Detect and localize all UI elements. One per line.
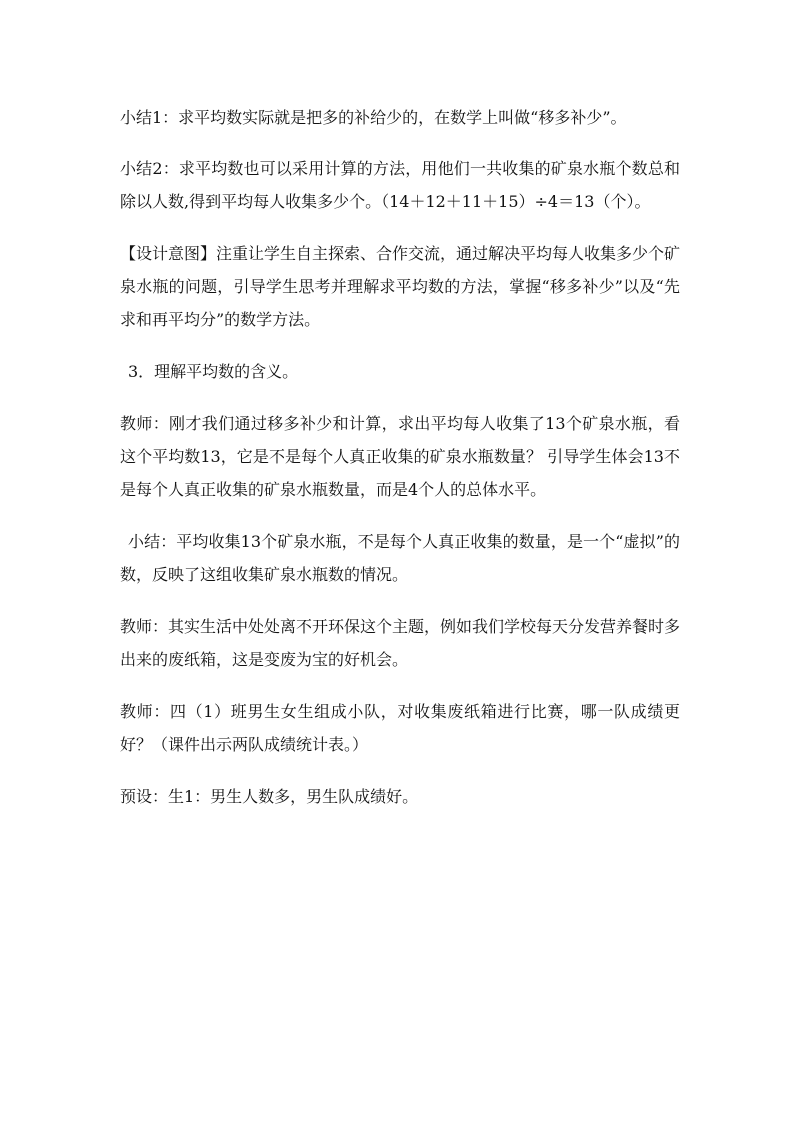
summary-1-paragraph: 小结1：求平均数实际就是把多的补给少的，在数学上叫做“移多补少”。 bbox=[120, 108, 627, 127]
section-heading: 3．理解平均数的含义。 bbox=[128, 362, 299, 381]
paragraph-spacing bbox=[120, 506, 680, 525]
teacher-environment-paragraph: 教师：其实生活中处处离不开环保这个主题，例如我们学校每天分发营养餐时多出来的废纸箱，这是变废为宝的好机会。 bbox=[120, 617, 681, 669]
preset-answer-paragraph: 预设：生1：男生人数多，男生队成绩好。 bbox=[120, 787, 419, 806]
document-body bbox=[120, 101, 680, 813]
paragraph-spacing bbox=[120, 218, 680, 237]
teacher-explanation-paragraph: 教师：刚才我们通过移多补少和计算，求出平均每人收集了13个矿泉水瓶，看这个平均数13，它是不是每个人真正收集的矿泉水瓶数量？ 引导学生体会13不是每个人真正收集的矿泉水瓶数量，而是4个人的总体水平。 bbox=[120, 414, 680, 499]
paragraph-spacing bbox=[120, 591, 680, 610]
paragraph-spacing bbox=[120, 388, 680, 407]
teacher-competition-paragraph: 教师：四（1）班男生女生组成小队，对收集废纸箱进行比赛，哪一队成绩更好？（课件出示两队成绩统计表。） bbox=[120, 702, 680, 754]
design-intent-paragraph: 【设计意图】注重让学生自主探索、合作交流，通过解决平均每人收集多少个矿泉水瓶的问题，引导学生思考并理解求平均数的方法，掌握“移多补少”以及“先求和再平均分”的数学方法。 bbox=[120, 244, 681, 329]
paragraph-spacing bbox=[120, 134, 680, 152]
summary-3-paragraph: 小结：平均收集13个矿泉水瓶，不是每个人真正收集的数量，是一个“虚拟”的数，反映了这组收集矿泉水瓶数的情况。 bbox=[120, 532, 680, 584]
paragraph-spacing bbox=[120, 761, 680, 780]
summary-2-paragraph: 小结2：求平均数也可以采用计算的方法，用他们一共收集的矿泉水瓶个数总和除以人数,得到平均每人收集多少个。（14＋12＋11＋15）÷4＝13（个）。 bbox=[120, 159, 680, 211]
paragraph-spacing bbox=[120, 676, 680, 695]
paragraph-spacing bbox=[120, 336, 680, 355]
